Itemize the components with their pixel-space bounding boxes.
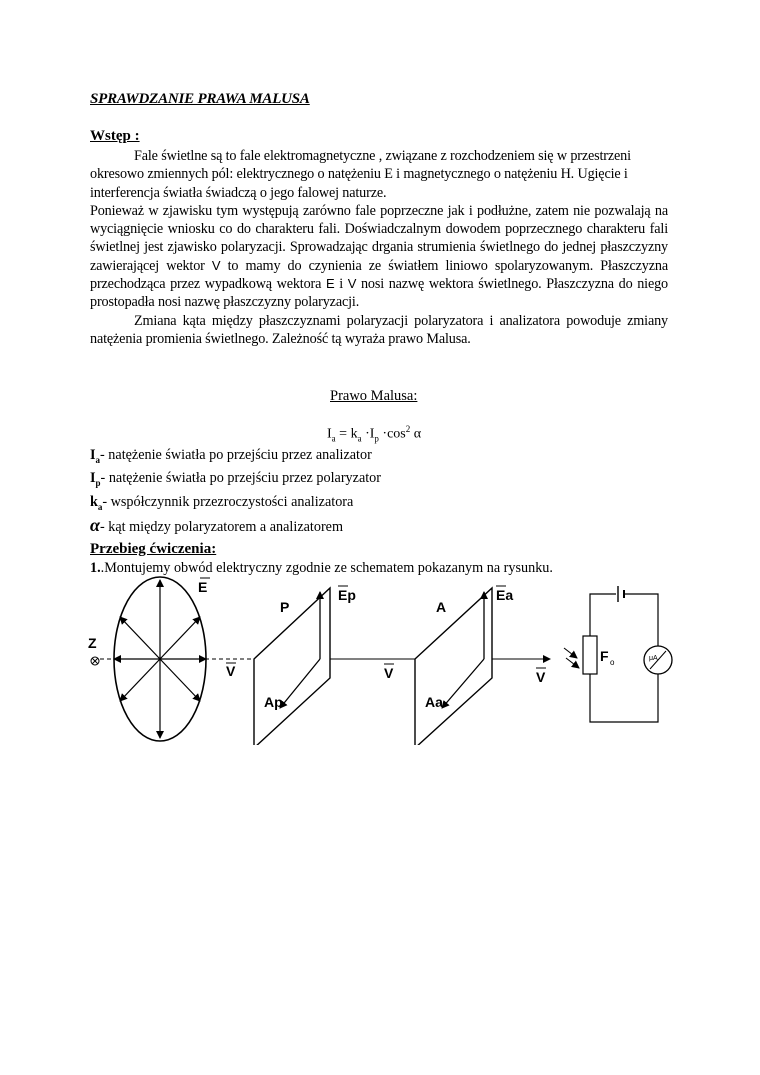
def-text: - natężenie światła po przejściu przez polaryzator [100,470,381,487]
formula-ia-sub: a [331,433,336,444]
def-symbol: I [90,447,96,463]
definition-ip [90,469,381,492]
formula-ip: ·I [361,426,375,442]
label-e: E [198,579,208,595]
vector-v-symbol: V [211,257,221,273]
formula-alpha: α [410,426,422,442]
intro-paragraph-1: Fale świetlne są to fale elektromagnetyczne , związane z rozchodzeniem się w przestrzeni okresowo zmiennych pól: elektrycznego o natężeniu E i magnetycznego o natężeniu H. Ugięcie i interferencja światła świadczą o jego falowej naturze. [90,148,631,201]
def-text: - kąt między polaryzatorem a analizatorem [99,518,344,535]
polarizer-plane [254,586,356,745]
def-text: - natężenie światła po przejściu przez analizator [100,447,372,463]
label-v1: V [226,663,236,679]
vector-e-symbol: E [325,276,335,292]
vector-v-symbol-2: V [347,276,357,292]
def-symbol-sub: p [95,478,101,489]
photoresistor [583,636,597,674]
definitions-list [90,446,381,536]
def-symbol-sub: a [95,454,101,465]
circuit-wire-bottom [590,674,658,722]
definition-ia [90,446,381,469]
def-text: - współczynnik przezroczystości analizatora [102,493,354,510]
def-symbol: I [90,470,96,487]
formula-ip-sub: p [374,433,379,444]
e-arrow-ul [120,617,160,659]
formula-eq: = k [335,426,358,442]
e-arrow-ur [160,617,200,659]
circuit-schematic [564,586,672,722]
label-f-sub: o [610,658,615,667]
polarizer-plane-shape [254,588,330,745]
formula-k-sub: a [357,433,362,444]
p2-text-b: to mamy do czynienia ze światłem liniowo spolaryzowanym. Płaszczyzna przechodząca przez wypadkową wektora [90,257,668,293]
p2-text-c: nosi nazwę wektora świetlnego. Płaszczyzna do niego prostopadła nosi nazwę płaszczyzny polaryzacji. [90,276,668,311]
circuit-wire-left-top [590,594,616,636]
def-symbol: α [90,514,100,535]
label-a: A [436,599,447,615]
label-meter: μA [649,655,658,662]
label-v3: V [536,669,546,685]
procedure-heading: Przebieg ćwiczenia: [90,541,217,557]
formula-power: 2 [405,424,411,434]
step-number: 1. [90,560,101,576]
label-ap: Ap [264,694,283,710]
p2-text-i: i [339,276,344,293]
label-v2: V [384,665,394,681]
intro-paragraph-3: Zmiana kąta między płaszczyznami polaryzacji polaryzatora i analizatora powoduje zmiany natężenia promienia świetlnego. Zależność tą wyraża prawo Malusa. [90,312,668,347]
label-z: Z [88,635,97,651]
label-ep: Ep [338,587,356,603]
e-arrow-dr [160,659,200,701]
label-ea: Ea [496,587,514,603]
formula-ia: I [327,426,332,442]
analyzer-plane-shape [415,588,492,745]
intro-heading: Wstęp : [90,128,140,144]
def-symbol: k [90,493,98,510]
step-text: .Montujemy obwód elektryczny zgodnie ze schematem pokazanym na rysunku. [100,560,553,576]
label-p: P [280,599,290,615]
formula-cos: ·cos [378,426,406,442]
definition-alpha [90,516,381,537]
circuit-wire-right-top [624,594,658,646]
label-aa: Aa [425,694,443,710]
definition-ka [90,493,381,516]
polarization-diagram [80,570,680,745]
analyzer-plane [415,586,513,745]
malus-formula [327,424,421,443]
label-f: F [600,648,609,664]
intro-body [90,147,668,348]
intro-paragraph-2 [90,202,668,312]
light-ray-1 [564,648,577,658]
e-arrow-dl [120,659,160,701]
def-symbol-sub: a [97,501,103,512]
document-title: SPRAWDZANIE PRAWA MALUSA [90,91,310,107]
law-title: Prawo Malusa: [330,388,418,404]
p2-text-a: Ponieważ w zjawisku tym występują zarówno fale poprzeczne jak i podłużne, zatem nie pozwalają na wyciągnięcie wniosku co do charakteru fali. Doświadczalnym dowodem poprzecznego charakteru fali świetlnej jest zjawisko polaryzacji. Sprowadzając drgania strumienia świetlnego do jednej płaszczyzny zawierającej wektor [90,202,668,274]
light-ray-2 [566,658,579,668]
